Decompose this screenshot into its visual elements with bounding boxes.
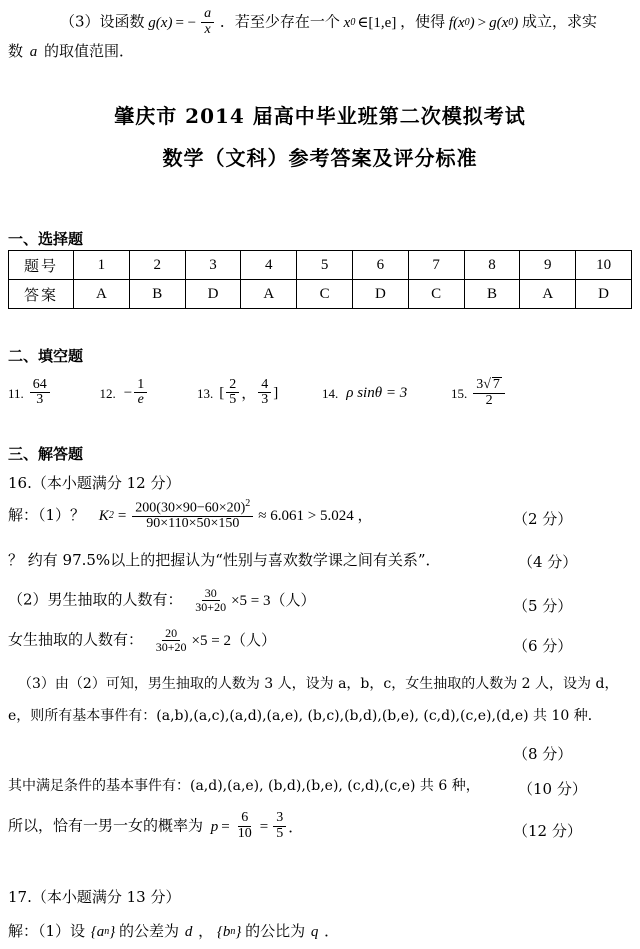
problem-17-solution-line-1	[8, 922, 632, 942]
problem-16-part3-line-2: e，则所有基本事件有：(a,b),(a,c),(a,d),(a,e), (b,c),(b,d),(b,e), (c,d),(c,e),(d,e) 共 10 种．	[8, 708, 602, 724]
boys-count-label: （2）男生抽取的人数有：	[8, 590, 183, 609]
boys-count-result: ×5 = 3（人）	[231, 592, 316, 609]
boys-count-expression	[190, 588, 315, 614]
fraction-numerator: 64	[30, 378, 50, 394]
polar-equation: ρ sinθ = 3	[346, 385, 408, 402]
question-number-cell: 5	[297, 251, 353, 280]
question-number-cell: 6	[352, 251, 408, 280]
fill-in-answers-row	[8, 378, 632, 409]
fraction-numerator: 3√ 7	[473, 377, 505, 394]
equals-sign-second: =	[259, 818, 269, 835]
fraction-numerator: 30	[202, 587, 220, 601]
sequence-a-subscript: n	[104, 926, 110, 938]
fraction-1-over-e	[134, 378, 147, 408]
score-mark-2-points: （2 分）	[513, 510, 573, 528]
fraction-numerator: 3	[273, 811, 286, 827]
score-mark-12-points: （12 分）	[513, 822, 582, 840]
fraction-3-over-5	[273, 811, 286, 841]
separator-comma: ，	[198, 922, 214, 940]
fraction-numerator: a	[201, 7, 214, 23]
answer-cell: D	[185, 280, 241, 309]
sequence-b-subscript: n	[230, 926, 236, 938]
sequence-a-open: {a	[90, 924, 105, 941]
question-number-cell: 9	[520, 251, 576, 280]
f-subscript-zero: 0	[464, 16, 470, 28]
table-row-answers	[9, 280, 632, 309]
minus-sign: −	[123, 385, 133, 402]
fraction-denominator: 90×110×50×150	[146, 516, 240, 532]
chi-square-fraction	[132, 499, 253, 532]
fill-label-15: 15.	[450, 385, 468, 401]
k-symbol: K	[98, 508, 109, 525]
equals-sign: =	[117, 508, 127, 525]
common-ratio-label: 的公比为	[245, 922, 306, 940]
fraction-2-over-5	[226, 378, 239, 408]
probability-expression	[211, 812, 303, 842]
f-close-paren: )	[469, 14, 475, 31]
problem-16-conclusion-line: ？ 约有 97.5%以上的把握认为“性别与喜欢数学课之间有关系”．	[8, 551, 441, 569]
sequence-a-close: }	[109, 924, 116, 941]
row-header-answer: 答案	[9, 280, 74, 309]
question-number-cell: 7	[408, 251, 464, 280]
inequality-expression	[449, 14, 518, 33]
score-mark-4-points: （4 分）	[518, 553, 578, 571]
k-exponent: 2	[108, 510, 114, 522]
interval-open-bracket: [	[219, 385, 225, 402]
answer-cell: C	[297, 280, 353, 309]
period-mark: ．	[324, 922, 340, 940]
answer-cell: A	[520, 280, 576, 309]
problem-16-part3-line-1: （3）由（2）可知，男生抽取的人数为 3 人，设为 a，b，c，女生抽取的人数为 2 人，设为 d，	[18, 676, 619, 692]
f-of-x-zero: f(x	[448, 14, 465, 31]
question-number-cell: 8	[464, 251, 520, 280]
section-heading-fill-in-blank: 二、填空题	[8, 347, 84, 365]
fraction-denominator: 3	[36, 392, 44, 408]
fill-label-11: 11.	[8, 385, 24, 401]
geometric-sequence-notation	[217, 923, 242, 942]
score-mark-10-points: （10 分）	[518, 780, 587, 798]
interval-comma: ，	[241, 384, 257, 403]
fill-answer-15	[451, 378, 507, 409]
page-title-line-2: 数学（文科）参考答案及评分标准	[162, 146, 478, 170]
fraction-numerator: 6	[238, 811, 251, 827]
answer-cell: A	[241, 280, 297, 309]
fraction-numerator: 1	[134, 378, 147, 394]
question-number-cell: 10	[576, 251, 632, 280]
carryover-tail-text: 成立，求实	[522, 12, 598, 31]
fraction-3root7-over-2	[473, 377, 505, 408]
g-function-expression	[148, 8, 216, 38]
interval-membership: ∈[1,e]	[357, 14, 397, 31]
answer-key-table	[8, 250, 632, 309]
section-heading-solutions: 三、解答题	[8, 445, 84, 463]
fraction-denominator: 5	[276, 825, 284, 841]
girls-count-label: 女生抽取的人数有：	[8, 630, 144, 649]
equals-sign: =	[221, 818, 230, 835]
fraction-numerator: 4	[258, 378, 271, 394]
fraction-denominator: 30+20	[195, 599, 227, 614]
fraction-numerator: 2	[226, 378, 239, 394]
answer-cell: D	[352, 280, 408, 309]
probability-label: 所以，恰有一男一女的概率为	[8, 816, 204, 835]
fraction-denominator: 30+20	[155, 639, 187, 654]
question-number-cell: 3	[185, 251, 241, 280]
fill-label-13: 13.	[197, 385, 214, 401]
g-subscript-zero: 0	[508, 16, 514, 28]
question-number-cell: 4	[241, 251, 297, 280]
a-over-x-fraction	[201, 7, 214, 37]
sequence-b-close: }	[235, 924, 242, 941]
fraction-denominator: x	[204, 21, 211, 37]
numerator-exponent: 2	[245, 498, 251, 509]
a-parameter: a	[29, 44, 38, 60]
solution-prefix: 解：（1）设	[8, 922, 86, 940]
arithmetic-sequence-notation	[91, 923, 116, 942]
question-number-cell: 2	[129, 251, 185, 280]
fraction-numerator	[132, 499, 253, 517]
section-heading-multiple-choice: 一、选择题	[8, 230, 84, 248]
girls-count-result: ×5 = 2（人）	[191, 632, 276, 649]
score-mark-6-points: （6 分）	[513, 637, 573, 655]
d-symbol: d	[184, 924, 193, 940]
q-symbol: q	[310, 924, 319, 940]
problem-17-header: 17.（本小题满分 13 分）	[8, 888, 181, 906]
answer-cell: B	[129, 280, 185, 309]
equals-minus-sign: = −	[175, 14, 197, 31]
carryover-problem-line-2	[8, 42, 632, 62]
fill-answer-12	[99, 376, 150, 409]
answer-cell: B	[464, 280, 520, 309]
carryover-middle-text: ．若至少存在一个	[219, 12, 340, 31]
page-title-line-1: 肇庆市 2014 届高中毕业班第二次模拟考试	[114, 104, 526, 128]
fill-answer-13	[197, 376, 279, 409]
fraction-4-over-3	[258, 378, 271, 408]
fill-answer-11	[8, 376, 52, 409]
boys-ratio-fraction	[192, 587, 229, 613]
sequence-b-open: {b	[216, 924, 231, 941]
fraction-denominator: 10	[237, 825, 252, 841]
row-header-question-number: 题号	[9, 251, 74, 280]
radicand-value: 7	[492, 377, 500, 392]
x-variable: x	[343, 14, 351, 31]
chi-square-formula	[99, 500, 373, 533]
fraction-denominator: 5	[229, 392, 237, 408]
solution-prefix: 解：（1）？	[8, 505, 86, 524]
score-mark-5-points: （5 分）	[513, 597, 573, 615]
fill-label-14: 14.	[322, 385, 339, 401]
period-mark: ．	[288, 817, 304, 836]
score-mark-8-points: （8 分）	[513, 745, 573, 763]
fraction-numerator: 20	[162, 627, 180, 641]
girls-count-expression	[151, 628, 276, 654]
p-symbol: p	[210, 818, 219, 835]
x-subscript-zero: 0	[350, 16, 356, 28]
g-of-x: g(x)	[148, 14, 173, 31]
fraction-denominator: 2	[485, 392, 493, 408]
answer-cell: A	[74, 280, 130, 309]
answer-cell: D	[576, 280, 632, 309]
fraction-denominator: 3	[261, 392, 269, 408]
interval-close-bracket: ]	[273, 385, 279, 402]
fraction-64-over-3	[30, 378, 50, 408]
fill-label-12: 12.	[99, 385, 116, 401]
table-row-question-numbers	[9, 251, 632, 280]
carryover-line2-suffix: 的取值范围．	[44, 42, 135, 60]
carryover-comma-text: ，使得	[400, 12, 446, 31]
radical-coefficient: 3	[476, 377, 484, 392]
girls-ratio-fraction	[153, 627, 190, 653]
g-close-paren: )	[513, 14, 519, 31]
carryover-prefix: （3）设函数	[60, 12, 145, 31]
problem-16-header: 16.（本小题满分 12 分）	[8, 474, 181, 492]
fraction-6-over-10	[235, 811, 255, 841]
fraction-denominator: e	[137, 392, 144, 408]
carryover-problem-line-1	[60, 8, 632, 38]
carryover-line2-prefix: 数	[8, 42, 24, 60]
question-number-cell: 1	[74, 251, 130, 280]
common-difference-label: 的公差为	[119, 922, 180, 940]
chi-square-comparison: ≈ 6.061 > 5.024 ，	[258, 508, 373, 525]
fill-answer-14	[322, 384, 407, 403]
problem-16-favorable-events-line: 其中满足条件的基本事件有：(a,d),(a,e), (b,d),(b,e), (c,d),(c,e) 共 6 种，	[8, 778, 480, 794]
g-of-x-zero: g(x	[489, 14, 509, 31]
greater-than-sign: >	[477, 14, 487, 31]
x-zero-membership	[344, 14, 397, 33]
answer-cell: C	[408, 280, 464, 309]
numerator-expression: 200(30×90−60×20)	[135, 500, 246, 516]
